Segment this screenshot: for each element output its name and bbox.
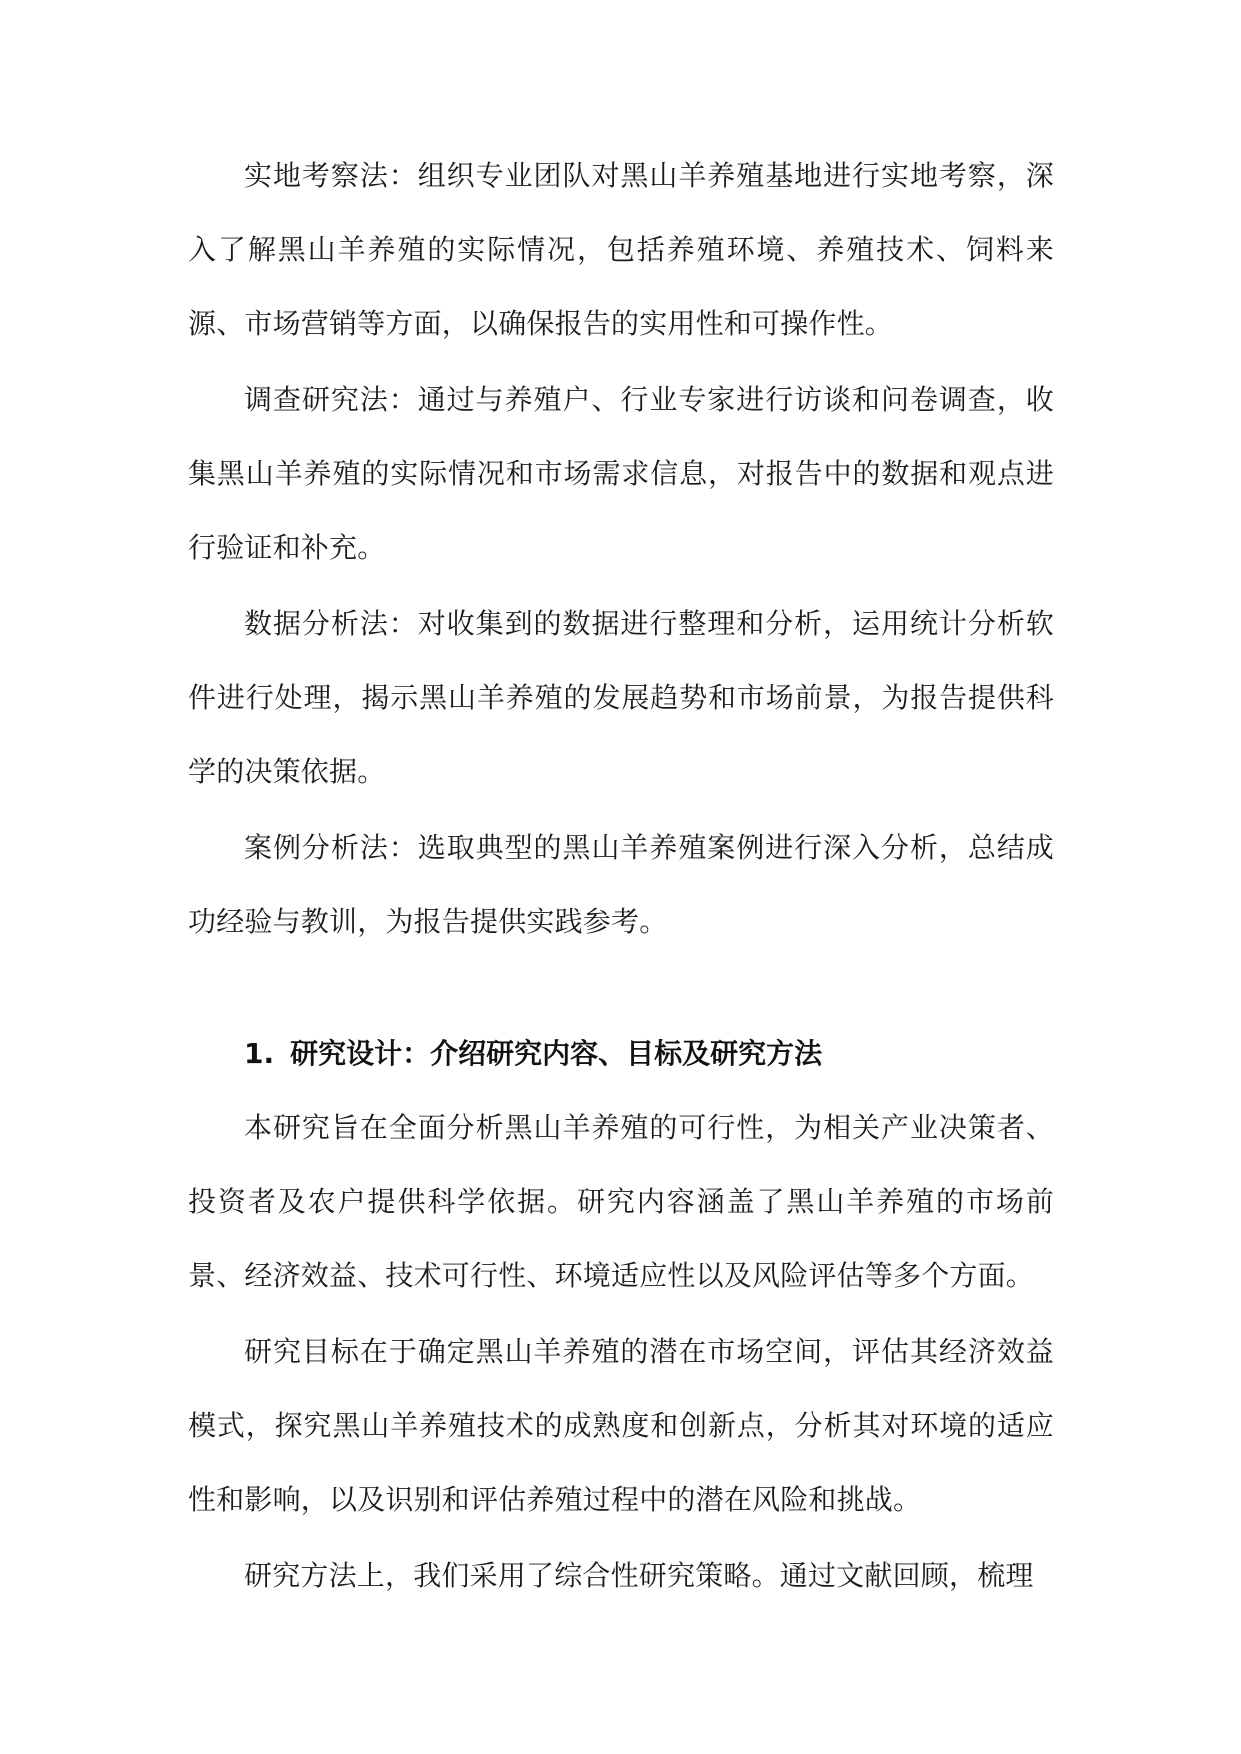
paragraph-field-investigation: 实地考察法：组织专业团队对黑山羊养殖基地进行实地考察，深入了解黑山羊养殖的实际情况，包括养殖环境、养殖技术、饲料来源、市场营销等方面，以确保报告的实用性和可操作性。 <box>188 159 1054 340</box>
section-heading <box>188 1017 1054 1091</box>
paragraph-research-goals: 研究目标在于确定黑山羊养殖的潜在市场空间，评估其经济效益模式，探究黑山羊养殖技术的成熟度和创新点，分析其对环境的适应性和影响，以及识别和评估养殖过程中的潜在风险和挑战。 <box>188 1335 1054 1516</box>
section-title: 研究设计：介绍研究内容、目标及研究方法 <box>290 1037 823 1070</box>
document-body <box>188 139 1054 1613</box>
paragraph-case-analysis: 案例分析法：选取典型的黑山羊养殖案例进行深入分析，总结成功经验与教训，为报告提供实践参考。 <box>188 831 1054 938</box>
paragraph-research-methods: 研究方法上，我们采用了综合性研究策略。通过文献回顾，梳理 <box>244 1559 1034 1592</box>
section-number: 1. <box>244 1037 275 1070</box>
paragraph-survey-research: 调查研究法：通过与养殖户、行业专家进行访谈和问卷调查，收集黑山羊养殖的实际情况和市场需求信息，对报告中的数据和观点进行验证和补充。 <box>188 383 1054 564</box>
paragraph-data-analysis: 数据分析法：对收集到的数据进行整理和分析，运用统计分析软件进行处理，揭示黑山羊养殖的发展趋势和市场前景，为报告提供科学的决策依据。 <box>188 607 1054 788</box>
paragraph-research-content: 本研究旨在全面分析黑山羊养殖的可行性，为相关产业决策者、投资者及农户提供科学依据。研究内容涵盖了黑山羊养殖的市场前景、经济效益、技术可行性、环境适应性以及风险评估等多个方面。 <box>188 1111 1054 1292</box>
